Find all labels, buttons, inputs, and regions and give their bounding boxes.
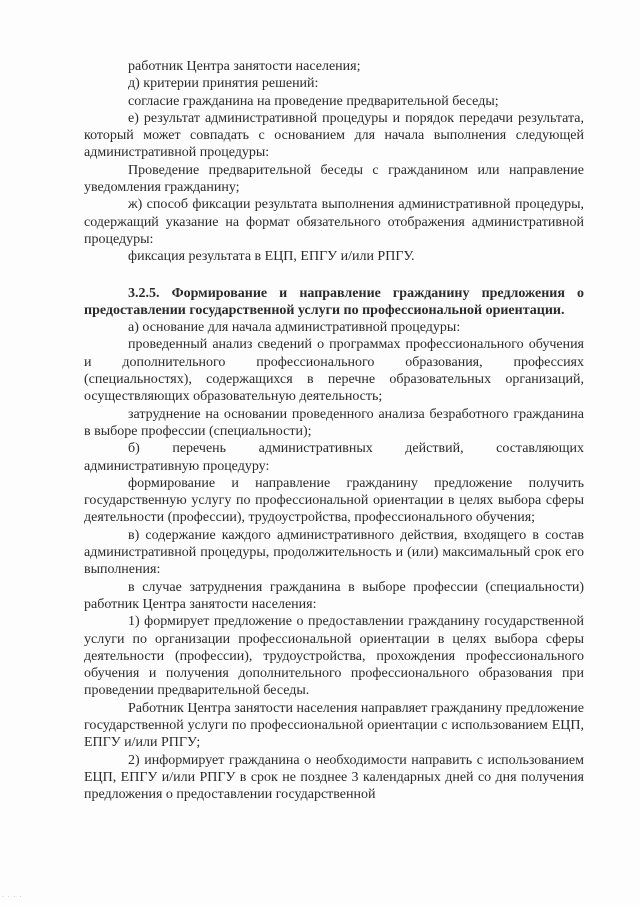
paragraph-procedure-result: е) результат административной процедуры и порядок передачи результата, который может совпадать с основанием для начала выполнения следующей административной процедуры: — [84, 110, 584, 161]
paragraph-fixation-method: ж) способ фиксации результата выполнения административной процедуры, содержащий указание на формат обязательного отображения административной процедуры: — [84, 197, 584, 247]
paragraph-difficulty: затруднение на основании проведенного анализа безработного гражданина в выборе профессии (специальности); — [84, 406, 584, 439]
paragraph-case-difficulty: в случае затруднения гражданина в выборе профессии (специальности) работник Центра занятости населения: — [84, 579, 584, 612]
paragraph-basis: а) основание для начала административной процедуры: — [128, 320, 461, 336]
scan-mark: · · · · — [2, 894, 23, 901]
section-heading-3-2-5: 3.2.5. Формирование и направление гражданину предложения о предоставлении государственной услуги по профессиональной ориентации. — [84, 285, 584, 318]
page-text — [84, 58, 584, 803]
paragraph-conduct-conversation: Проведение предварительной беседы с гражданином или направление уведомления гражданину; — [84, 162, 584, 196]
paragraph-worker-sends: Работник Центра занятости населения направляет гражданину предложение государственной услуги по профессиональной ориентации с использованием ЕЦП, ЕПГУ и/или РПГУ; — [84, 700, 584, 751]
paragraph-analysis: проведенный анализ сведений о программах профессионального обучения и дополнительного профессионального образования, профессиях (специальностях), содержащихся в перечне образовательных организаций, осуществляющих образовательную деятельность; — [84, 337, 584, 405]
paragraph-fixation-result: фиксация результата в ЕЦП, ЕПГУ и/или РПГУ. — [128, 249, 415, 265]
paragraph-item-2: 2) информирует гражданина о необходимости направить с использованием ЕЦП, ЕПГУ и/или РПГУ в срок не позднее 3 календарных дней со дня получения предложения о предоставлении государственной — [84, 752, 584, 803]
paragraph-item-1: 1) формирует предложение о предоставлении гражданину государственной услуги по организации профессиональной ориентации в целях выбора сферы деятельности (профессии), трудоустройства, прохождения профессионального обучения и получения дополнительного профессионального образования при проведении предварительной беседы. — [84, 614, 584, 699]
paragraph-actions-list: б) перечень административных действий, составляющих административную процедуру: — [84, 441, 584, 474]
paragraph-action-content: в) содержание каждого административного действия, входящего в состав административной процедуры, продолжительность и (или) максимальный срок его выполнения: — [84, 527, 584, 578]
paragraph-responsible-worker: работник Центра занятости населения; — [128, 59, 361, 74]
paragraph-decision-criteria: д) критерии принятия решений: — [128, 76, 319, 92]
paragraph-consent: согласие гражданина на проведение предварительной беседы; — [128, 93, 499, 109]
paragraph-forming-offer: формирование и направление гражданину предложение получить государственную услугу по профессиональной ориентации в целях выбора сферы деятельности (профессии), трудоустройства, профессионального обучения; — [84, 475, 584, 526]
